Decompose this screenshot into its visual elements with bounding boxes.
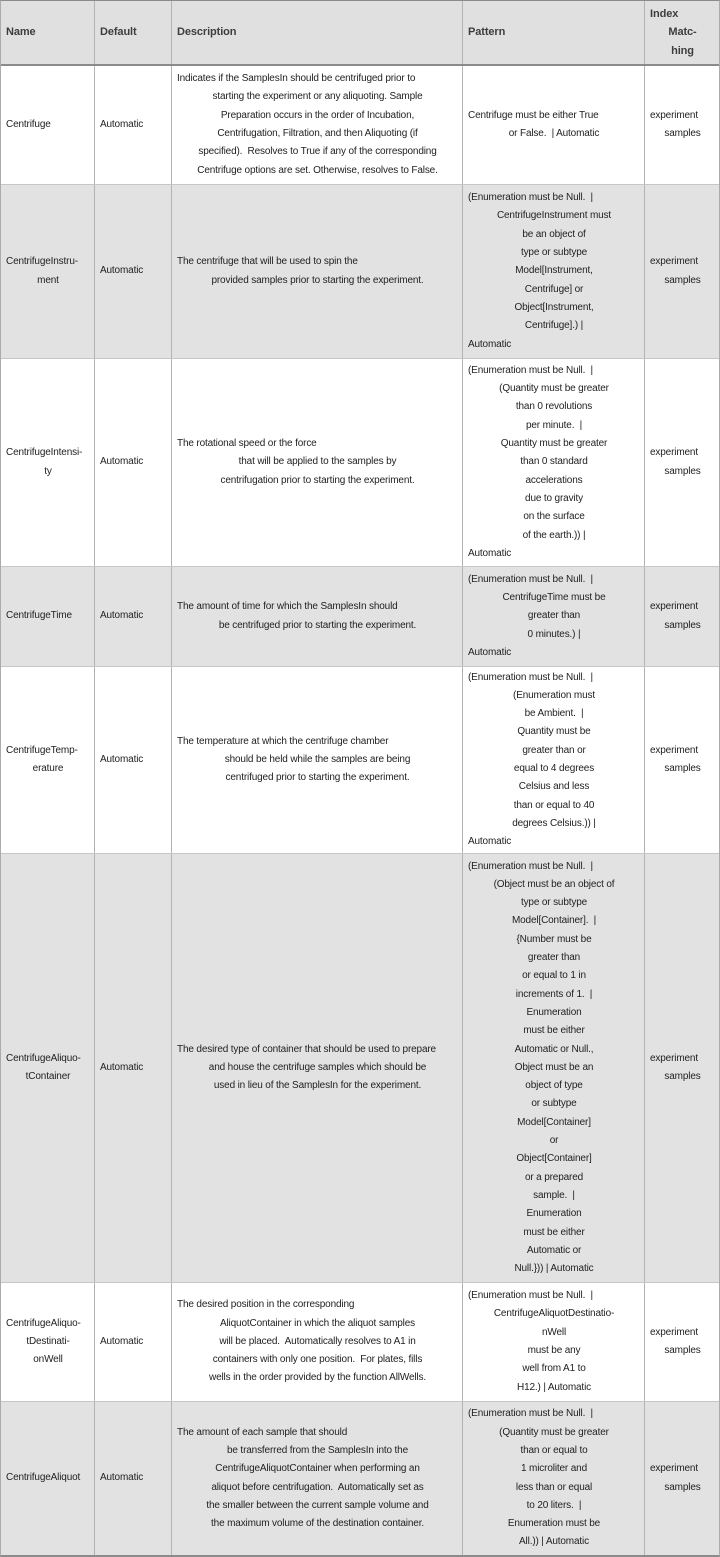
text-line: experiment (650, 256, 698, 268)
text-line: Celsius and less (518, 781, 590, 793)
text-line: experiment (650, 1463, 698, 1475)
text-line: to 20 liters. | (526, 1499, 582, 1511)
text-line: experiment (650, 601, 698, 613)
text-line: Enumeration must be (507, 1518, 601, 1530)
text-line: Centrifuge (6, 118, 51, 130)
text-line: tDestinati- (26, 1335, 70, 1347)
text-line: CentrifugeAliquot (6, 1472, 81, 1484)
text-line: Preparation occurs in the order of Incubation, (220, 109, 415, 121)
cell-pattern (463, 1283, 645, 1401)
text-line: (Enumeration must be Null. | (468, 1290, 593, 1302)
text-line: less than or equal (515, 1481, 593, 1493)
text-line: Automatic (468, 547, 512, 559)
text-line: (Enumeration must be Null. | (468, 192, 593, 204)
text-line: The temperature at which the centrifuge chamber (177, 735, 389, 747)
cell-name (1, 1402, 95, 1555)
text-line: CentrifugeTime (6, 610, 72, 622)
text-line: Quantity must be (517, 726, 591, 738)
text-line: Enumeration (526, 1006, 582, 1018)
text-line: Automatic (100, 456, 144, 468)
cell-name (1, 66, 95, 184)
text-line: sample. | (533, 1189, 575, 1201)
text-line: Pattern (468, 26, 506, 39)
text-line: Object must be an (514, 1061, 594, 1073)
text-line: samples (664, 1481, 701, 1493)
cell-description (172, 359, 463, 566)
text-line: per minute. | (525, 419, 583, 431)
text-line: Object[Instrument, (514, 301, 594, 313)
text-line: of the earth.)) | (522, 529, 586, 541)
table-row-centrifuge-aliquot-container (1, 853, 719, 1282)
text-line: erature (32, 763, 64, 774)
text-line: experiment (650, 1052, 698, 1064)
text-line: be Ambient. | (524, 708, 584, 720)
table-row-centrifuge-instrument (1, 184, 719, 358)
text-line: experiment (650, 109, 698, 121)
text-line: accelerations (525, 474, 583, 486)
text-line: Centrifuge].) | (524, 320, 584, 332)
text-line: or (549, 1135, 559, 1147)
cell-default (95, 854, 172, 1282)
text-line: ty (44, 465, 52, 477)
text-line: Description (177, 26, 237, 39)
cell-index-matching (645, 667, 719, 853)
text-line: samples (664, 1071, 701, 1082)
text-line: Automatic (468, 646, 512, 658)
cell-description (172, 185, 463, 358)
text-line: samples (664, 1345, 701, 1356)
text-line: CentrifugeAliquotContainer when performing an (215, 1463, 420, 1475)
text-line: samples (664, 763, 701, 774)
cell-description (172, 667, 463, 853)
text-line: greater than (527, 610, 581, 622)
cell-default (95, 1283, 172, 1401)
text-line: degrees Celsius.)) | (512, 817, 596, 829)
text-line: CentrifugeInstrument must (496, 210, 612, 222)
cell-description (172, 1402, 463, 1555)
text-line: wells in the order provided by the function AllWells. (209, 1372, 426, 1384)
table-row-centrifuge (1, 66, 719, 184)
cell-name (1, 185, 95, 358)
cell-description (172, 854, 463, 1282)
text-line: H12.) | Automatic (517, 1381, 591, 1393)
text-line: Automatic (100, 1061, 144, 1073)
text-line: Automatic (468, 836, 512, 848)
text-line: Name (6, 26, 36, 39)
text-line: The desired position in the corresponding (177, 1299, 355, 1311)
cell-pattern (463, 1402, 645, 1555)
text-line: than or equal to (520, 1444, 588, 1456)
cell-name (1, 854, 95, 1282)
header-cell-pattern (463, 1, 645, 64)
cell-default (95, 359, 172, 566)
text-line: equal to 4 degrees (513, 763, 595, 774)
table-row-centrifuge-aliquot (1, 1401, 719, 1555)
text-line: or equal to 1 in (522, 970, 586, 982)
cell-default (95, 567, 172, 666)
cell-default (95, 667, 172, 853)
text-line: well from A1 to (522, 1363, 586, 1375)
text-line: or a prepared (524, 1171, 584, 1183)
table-row-centrifuge-aliquot-destination-well (1, 1282, 719, 1401)
text-line: containers with only one position. For plates, fills (212, 1354, 423, 1366)
text-line: Centrifugation, Filtration, and then Aliquoting (if (217, 128, 418, 139)
text-line: samples (664, 465, 701, 477)
text-line: Automatic (100, 610, 144, 622)
cell-pattern (463, 359, 645, 566)
text-line: used in lieu of the SamplesIn for the experiment. (213, 1080, 422, 1092)
cell-pattern (463, 66, 645, 184)
table-row-centrifuge-temperature (1, 666, 719, 853)
text-line: greater than (527, 952, 581, 964)
cell-index-matching (645, 66, 719, 184)
text-line: samples (664, 128, 701, 139)
table-row-centrifuge-time (1, 566, 719, 666)
cell-index-matching (645, 359, 719, 566)
text-line: type or subtype (520, 897, 588, 909)
text-line: the smaller between the current sample volume and (206, 1499, 429, 1511)
text-line: hing (671, 44, 694, 57)
text-line: experiment (650, 744, 698, 756)
text-line: than or equal to 40 (513, 799, 595, 811)
text-line: must be either (523, 1025, 585, 1037)
text-line: than 0 revolutions (515, 401, 593, 413)
text-line: nWell (541, 1326, 567, 1338)
text-line: Quantity must be greater (500, 438, 608, 450)
table-row-centrifuge-intensity (1, 358, 719, 566)
text-line: centrifugation prior to starting the experiment. (220, 474, 415, 486)
text-line: CentrifugeAliquotDestinatio- (493, 1308, 615, 1320)
text-line: samples (664, 274, 701, 286)
cell-description (172, 66, 463, 184)
text-line: {Number must be (516, 933, 592, 945)
text-line: the maximum volume of the destination container. (211, 1518, 424, 1530)
text-line: and house the centrifuge samples which should be (208, 1061, 427, 1073)
cell-description (172, 1283, 463, 1401)
text-line: Automatic (100, 118, 144, 130)
text-line: (Quantity must be greater (499, 1426, 609, 1438)
cell-default (95, 1402, 172, 1555)
cell-description (172, 567, 463, 666)
text-line: due to gravity (525, 492, 583, 504)
text-line: Null.})) | Automatic (514, 1263, 594, 1275)
text-line: be transferred from the SamplesIn into the (226, 1444, 409, 1456)
header-cell-name (1, 1, 95, 64)
text-line: Matc- (668, 26, 697, 39)
text-line: will be placed. Automatically resolves to A1 in (219, 1335, 416, 1347)
cell-index-matching (645, 185, 719, 358)
cell-index-matching (645, 1402, 719, 1555)
text-line: Enumeration (526, 1208, 582, 1220)
text-line: (Enumeration must be Null. | (468, 573, 593, 585)
text-line: (Object must be an object of (493, 878, 615, 890)
text-line: specified). Resolves to True if any of the corresponding (198, 146, 437, 158)
header-cell-default (95, 1, 172, 64)
text-line: experiment (650, 447, 698, 459)
text-line: Automatic (100, 1335, 144, 1347)
text-line: The rotational speed or the force (177, 438, 317, 450)
header-cell-description (172, 1, 463, 64)
text-line: Automatic or Null., (514, 1043, 594, 1055)
text-line: greater than or (522, 744, 586, 756)
text-line: centrifuged prior to starting the experiment. (225, 772, 410, 784)
text-line: (Enumeration must be Null. | (468, 671, 593, 683)
text-line: provided samples prior to starting the experiment. (211, 274, 424, 286)
text-line: be an object of (522, 228, 586, 240)
cell-pattern (463, 185, 645, 358)
text-line: experiment (650, 1326, 698, 1338)
cell-name (1, 359, 95, 566)
text-line: Centrifuge options are set. Otherwise, resolves to False. (197, 164, 438, 176)
cell-index-matching (645, 1283, 719, 1401)
text-line: The amount of each sample that should (177, 1426, 348, 1438)
text-line: that will be applied to the samples by (238, 456, 397, 468)
text-line: type or subtype (520, 247, 588, 259)
text-line: Default (100, 26, 137, 39)
cell-name (1, 667, 95, 853)
text-line: 0 minutes.) | (527, 628, 581, 640)
text-line: Automatic (100, 1472, 144, 1484)
text-line: AliquotContainer in which the aliquot samples (219, 1317, 416, 1329)
cell-name (1, 1283, 95, 1401)
text-line: must be any (527, 1345, 581, 1356)
text-line: 1 microliter and (521, 1463, 587, 1475)
text-line: Model[Instrument, (515, 265, 593, 277)
text-line: The desired type of container that should be used to prepare (177, 1043, 436, 1055)
table-header-row (1, 1, 719, 66)
text-line: (Quantity must be greater (499, 383, 609, 395)
text-line: samples (664, 619, 701, 631)
text-line: CentrifugeIntensi- (6, 447, 83, 459)
text-line: than 0 standard (520, 456, 588, 468)
text-line: Indicates if the SamplesIn should be centrifuged prior to (177, 73, 416, 85)
text-line: The amount of time for which the SamplesIn should (177, 601, 398, 613)
text-line: Centrifuge] or (524, 283, 584, 295)
text-line: Automatic (468, 338, 512, 350)
cell-index-matching (645, 567, 719, 666)
text-line: tContainer (25, 1071, 71, 1082)
text-line: Automatic or (526, 1244, 582, 1256)
text-line: or False. | Automatic (508, 128, 600, 139)
text-line: should be held while the samples are being (224, 753, 411, 765)
text-line: ment (37, 274, 59, 286)
cell-default (95, 185, 172, 358)
text-line: Automatic (100, 753, 144, 765)
text-line: (Enumeration must (513, 689, 595, 701)
text-line: increments of 1. | (515, 988, 593, 1000)
text-line: Centrifuge must be either True (468, 109, 599, 121)
text-line: CentrifugeAliquo- (6, 1317, 81, 1329)
text-line: be centrifuged prior to starting the experiment. (218, 619, 417, 631)
cell-pattern (463, 667, 645, 853)
text-line: Index (650, 8, 679, 21)
cell-default (95, 66, 172, 184)
text-line: starting the experiment or any aliquoting. Sample (212, 91, 423, 103)
header-cell-index-matching (645, 1, 719, 64)
cell-name (1, 567, 95, 666)
text-line: CentrifugeInstru- (6, 256, 78, 268)
cell-pattern (463, 567, 645, 666)
text-line: (Enumeration must be Null. | (468, 1408, 593, 1420)
text-line: on the surface (523, 511, 585, 523)
cell-pattern (463, 854, 645, 1282)
text-line: (Enumeration must be Null. | (468, 860, 593, 872)
text-line: CentrifugeTemp- (6, 744, 78, 756)
text-line: object of type (525, 1080, 583, 1092)
text-line: or subtype (531, 1098, 577, 1110)
text-line: aliquot before centrifugation. Automatically set as (211, 1481, 424, 1493)
text-line: Automatic (100, 265, 144, 277)
text-line: CentrifugeTime must be (502, 592, 606, 604)
text-line: The centrifuge that will be used to spin the (177, 256, 358, 268)
text-line: Model[Container]. | (511, 915, 597, 927)
text-line: onWell (33, 1354, 63, 1366)
text-line: Model[Container] (517, 1116, 591, 1128)
text-line: All.)) | Automatic (519, 1536, 589, 1548)
text-line: (Enumeration must be Null. | (468, 364, 593, 376)
text-line: must be either (523, 1226, 585, 1238)
text-line: Object[Container] (516, 1153, 592, 1165)
text-line: CentrifugeAliquo- (6, 1052, 81, 1064)
cell-index-matching (645, 854, 719, 1282)
